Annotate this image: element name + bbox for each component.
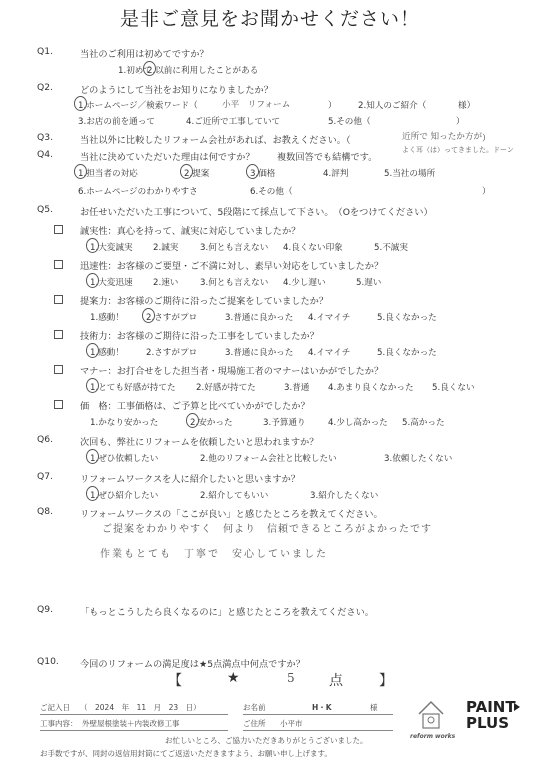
q4-opt3[interactable]: 3.価格 [250, 169, 276, 179]
date-value[interactable]: （ 2024 年 11 月 23 日） [80, 703, 201, 712]
page-title: 是非ご意見をお聞かせください！ [119, 8, 420, 30]
reform-works-logo: reform works [410, 733, 456, 740]
q2-opt2[interactable]: 2.知人のご紹介（ [358, 101, 427, 111]
work-value: 外壁屋根塗装＋内装改修工事 [82, 719, 180, 728]
q1-opt2[interactable]: 2.以前に利用したことがある [147, 66, 259, 76]
q5-item1-opt5[interactable]: 5.不誠実 [374, 243, 408, 253]
q10-bracket-close: 】 [379, 673, 393, 689]
name-underline [243, 714, 393, 715]
q8-handwritten-line1: ご提案をわかりやすく 何より 信頼できるところがよかったです [102, 524, 432, 535]
q10-unit: 点 [329, 673, 343, 689]
star-icon: ★ [227, 670, 240, 686]
q5-item3-circle [142, 308, 155, 323]
q5-item2-checkbox[interactable] [54, 260, 63, 269]
q5-item2-opt5[interactable]: 5.遅い [356, 278, 382, 288]
address-underline [243, 730, 393, 731]
q2-circle-mark [74, 96, 87, 111]
q3-close: ） [482, 134, 491, 144]
q6-opt2[interactable]: 2.他のリフォーム会社と比較したい [200, 454, 337, 464]
q3-text: 当社以外に比較したリフォーム会社があれば、お教えください。（ [80, 135, 351, 146]
q7-opt3[interactable]: 3.紹介したくない [310, 491, 379, 501]
q2-opt2-sama: 様） [458, 101, 476, 111]
q5-item1-circle [86, 238, 99, 253]
q5-item6-checkbox[interactable] [54, 400, 63, 409]
q5-item5-circle [86, 378, 99, 393]
q5-item6-circle [186, 413, 199, 428]
paint-arrow-icon [514, 703, 520, 711]
q5-item3-opt5[interactable]: 5.良くなかった [377, 313, 437, 323]
house-logo-icon [416, 696, 446, 733]
q7-opt1[interactable]: 1.ぜひ紹介したい [90, 491, 159, 501]
q5-item1-opt4[interactable]: 4.良くない印象 [283, 243, 343, 253]
q5-item4-opt1[interactable]: 1.感動！ [90, 348, 124, 358]
q5-item4-circle [86, 343, 99, 358]
q4-circle-1 [74, 164, 87, 179]
q5-item3-opt3[interactable]: 3.普通に良かった [225, 313, 294, 323]
q7-number: Q7. [37, 471, 53, 482]
q4-note: 複数回答でも結構です。 [277, 152, 378, 163]
q10-text: 今回のリフォームの満足度は★5点満点中何点ですか？ [80, 659, 305, 670]
q2-handwritten-search: 小平 リフォーム [222, 100, 291, 110]
q2-opt3[interactable]: 3.お店の前を通って [78, 117, 155, 127]
q4-opt7[interactable]: 6.その他（ [250, 187, 293, 197]
q8-handwritten-line2: 作業もとても 丁寧で 安心していました [100, 549, 328, 560]
q10-number: Q10. [37, 656, 59, 667]
q3-number: Q3. [37, 132, 53, 143]
paint-logo: PAINT [466, 698, 516, 716]
q7-circle [86, 486, 99, 501]
return-note: お手数ですが、同封の返信用封筒にてご返送いただきますよう、お願い申し上げます。 [40, 749, 332, 758]
q5-item4-checkbox[interactable] [54, 330, 63, 339]
work-label: 工事内容： [40, 719, 78, 728]
q5-item1-checkbox[interactable] [54, 225, 63, 234]
q5-item2-opt1[interactable]: 1.大変迅速 [90, 278, 133, 288]
q6-number: Q6. [37, 434, 53, 445]
q5-item3-opt1[interactable]: 1.感動！ [90, 313, 124, 323]
q5-item2-opt3[interactable]: 3.何とも言えない [200, 278, 269, 288]
q5-item2-opt4[interactable]: 4.少し遅い [283, 278, 326, 288]
q4-circle-2 [180, 164, 193, 179]
q5-item1-opt2[interactable]: 2.誠実 [153, 243, 179, 253]
q9-text: 「もっとこうしたら良くなるのに」と感じたところを教えてください。 [80, 607, 374, 618]
q1-opt1[interactable]: 1.初めて [118, 66, 152, 76]
q4-opt6[interactable]: 6.ホームページのわかりやすさ [78, 187, 198, 197]
q5-item4-opt4[interactable]: 4.イマイチ [308, 348, 351, 358]
plus-logo: PLUS [466, 714, 510, 732]
address-value[interactable]: 小平市 [280, 719, 303, 728]
q5-item5-opt1[interactable]: 1.とても好感が持てた [90, 383, 176, 393]
thank-you-note: お忙しいところ、ご協力いただきありがとうございました。 [165, 736, 368, 745]
q8-number: Q8. [37, 506, 53, 517]
q10-score[interactable]: 5 [287, 671, 295, 685]
q5-item6-question: 価 格：工事価格は、ご予算と比べていかがでしたか？ [80, 401, 310, 412]
q5-item5-opt4[interactable]: 4.あまり良くなかった [328, 383, 414, 393]
q5-item5-opt5[interactable]: 5.良くない [432, 383, 475, 393]
q10-bracket-open: 【 [168, 673, 182, 689]
q5-number: Q5. [37, 204, 53, 215]
date-underline [40, 714, 228, 715]
name-value[interactable]: H・K [312, 703, 332, 712]
date-label: ご記入日 [40, 703, 70, 712]
name-label: お名前 [243, 703, 266, 712]
q2-opt5-close: ） [456, 117, 465, 127]
q5-item6-opt2[interactable]: 2.安かった [190, 418, 233, 428]
q3-handwritten: 近所で 知ったか方が [402, 132, 483, 142]
q5-item5-opt2[interactable]: 2.好感が持てた [196, 383, 256, 393]
q1-number: Q1. [37, 46, 53, 57]
address-label: ご住所 [243, 719, 266, 728]
q5-item2-opt2[interactable]: 2.速い [153, 278, 179, 288]
q4-circle-3 [246, 164, 259, 179]
q5-item5-opt3[interactable]: 3.普通 [284, 383, 310, 393]
q5-item2-question: 迅速性：お客様のご要望・ご不満に対し、素早い対応をしていましたか？ [80, 261, 384, 272]
q5-item4-opt2[interactable]: 2.さすがプロ [146, 348, 198, 358]
q4-opt5[interactable]: 5.当社の場所 [384, 169, 436, 179]
q5-item5-checkbox[interactable] [54, 365, 63, 374]
q5-item1-question: 誠実性：真心を持って、誠実に対応していましたか？ [80, 226, 301, 237]
q5-item3-checkbox[interactable] [54, 295, 63, 304]
q5-item6-opt3[interactable]: 3.予算通り [263, 418, 306, 428]
q6-opt3[interactable]: 3.依頼したくない [384, 454, 453, 464]
q1-text: 当社のご利用は初めてですか？ [80, 49, 209, 60]
q2-opt4[interactable]: 4.ご近所で工事していて [186, 117, 281, 127]
q5-item3-opt4[interactable]: 4.イマイチ [308, 313, 351, 323]
q2-opt5[interactable]: 5.その他（ [328, 117, 371, 127]
q5-item4-question: 技術力：お客様のご期待に沿った工事をしていましたか？ [80, 331, 319, 342]
q4-opt1[interactable]: 1.担当者の対応 [78, 169, 138, 179]
q2-opt1[interactable]: 1.ホームページ／検索ワード（ [78, 101, 198, 111]
q7-text: リフォームワークスを人に紹介したいと思いますか？ [80, 474, 300, 485]
q4-opt4[interactable]: 4.評判 [323, 169, 349, 179]
q6-opt1[interactable]: 1.ぜひ依頼したい [90, 454, 159, 464]
q5-item2-circle [86, 273, 99, 288]
q2-text: どのようにして当社をお知りになりましたか？ [80, 85, 273, 96]
q5-text: お任せいただいた工事について、5段階にて採点して下さい。 （Oをつけてください） [80, 207, 433, 218]
q5-item4-opt3[interactable]: 3.普通に良かった [225, 348, 294, 358]
q5-item1-opt3[interactable]: 3.何とも言えない [200, 243, 269, 253]
q2-paren-close: ） [328, 101, 337, 111]
q5-item1-opt1[interactable]: 1.大変誠実 [90, 243, 133, 253]
q8-text: リフォームワークスの「ここが良い」と感じたところを教えてください。 [80, 509, 383, 520]
q5-item6-opt5[interactable]: 5.高かった [402, 418, 445, 428]
q5-item6-opt1[interactable]: 1.かなり安かった [90, 418, 159, 428]
q5-item3-question: 提案力：お客様のご期待に沿ったご提案をしていましたか？ [80, 296, 329, 307]
q4-opt7-close: ） [482, 187, 491, 197]
q4-text: 当社に決めていただいた理由は何ですか？ [80, 152, 255, 163]
q5-item3-opt2[interactable]: 2.さすがプロ [146, 313, 198, 323]
name-sama: 様 [370, 703, 378, 712]
work-underline [40, 730, 228, 731]
q6-circle [86, 449, 99, 464]
q4-number: Q4. [37, 149, 53, 160]
q5-item6-opt4[interactable]: 4.少し高かった [328, 418, 388, 428]
q6-text: 次回も、弊社にリフォームを依頼したいと思われますか？ [80, 437, 319, 448]
q5-item5-question: マナー：お打合せをした担当者・現場施工者のマナーはいかがでしたか？ [80, 366, 384, 377]
q5-item4-opt5[interactable]: 5.良くなかった [377, 348, 437, 358]
q3-handwritten-2: よく耳（は）ってきました。ドーン [402, 146, 514, 154]
q4-opt2[interactable]: 2.提案 [184, 169, 210, 179]
q9-number: Q9. [37, 604, 53, 615]
q7-opt2[interactable]: 2.紹介してもいい [200, 491, 269, 501]
q1-circle-mark [143, 61, 156, 76]
q2-number: Q2. [37, 82, 53, 93]
